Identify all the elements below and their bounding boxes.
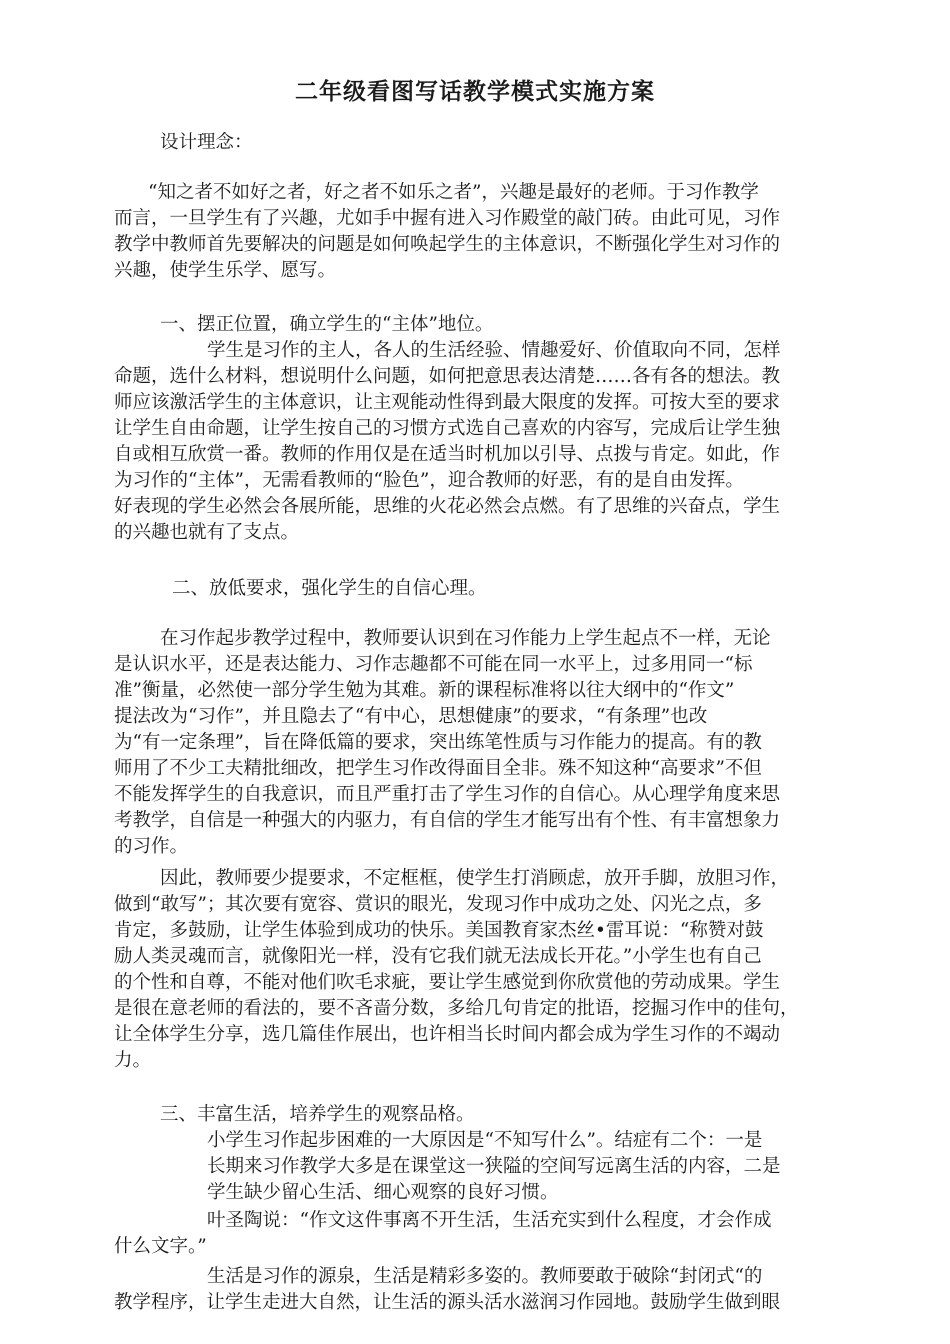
section2-line: 因此，教师要少提要求，不定框框，使学生打消顾虑，放开手脚，放胆习作，	[160, 868, 790, 889]
section1-line: 让学生自由命题，让学生按自己的习惯方式选自己喜欢的内容写，完成后让学生独	[114, 418, 781, 439]
section1-line: 好表现的学生必然会各展所能，思维的火花必然会点燃。有了思维的兴奋点，学生	[114, 496, 781, 517]
intro-line: 兴趣，使学生乐学、愿写。	[114, 260, 337, 281]
intro-line: 教学中教师首先要解决的问题是如何唤起学生的主体意识，不断强化学生对习作的	[114, 234, 781, 255]
section1-line: 自或相互欣赏一番。教师的作用仅是在适当时机加以引导、点拨与肯定。如此，作	[114, 444, 781, 465]
section2-line: 是很在意老师的看法的，要不吝啬分数，多给几句肯定的批语，挖掘习作中的佳句，	[114, 998, 799, 1019]
document-title: 二年级看图写话教学模式实施方案	[295, 79, 655, 105]
section2-line: 不能发挥学生的自我意识，而且严重打击了学生习作的自信心。从心理学角度来思	[114, 784, 781, 805]
section1-line: 师应该激活学生的主体意识，让主观能动性得到最大限度的发挥。可按大至的要求	[114, 392, 781, 413]
section3-line: 小学生习作起步困难的一大原因是“不知写什么”。结症有二个：一是	[207, 1130, 763, 1151]
section2-line: 力。	[114, 1050, 152, 1071]
section2-line: 考教学，自信是一种强大的内驱力，有自信的学生才能写出有个性、有丰富想象力	[114, 810, 781, 831]
section2-line: 师用了不少工夫精批细改，把学生习作改得面目全非。殊不知这种“高要求”不但	[114, 758, 762, 779]
section1-line: 为习作的“主体”，无需看教师的“脸色”，迎合教师的好恶，有的是自由发挥。	[114, 470, 744, 491]
section2-line: 为“有一定条理”，旨在降低篇的要求，突出练笔性质与习作能力的提高。有的教	[114, 732, 762, 753]
section3-line: 叶圣陶说：“作文这件事离不开生活，生活充实到什么程度，才会作成	[207, 1210, 772, 1231]
section2-line: 在习作起步教学过程中，教师要认识到在习作能力上学生起点不一样，无论	[160, 628, 771, 649]
intro-line: 而言，一旦学生有了兴趣，尤如手中握有进入习作殿堂的敲门砖。由此可见，习作	[114, 208, 781, 229]
section1-heading: 一、摆正位置，确立学生的“主体”地位。	[160, 314, 494, 335]
section1-line: 的兴趣也就有了支点。	[114, 522, 300, 543]
section2-line: 的个性和自尊，不能对他们吹毛求疵，要让学生感觉到你欣赏他的劳动成果。学生	[114, 972, 781, 993]
section2-line: 的习作。	[114, 836, 189, 857]
section2-line: 让全体学生分享，选几篇佳作展出，也许相当长时间内都会成为学生习作的不竭动	[114, 1024, 781, 1045]
section3-line: 长期来习作教学大多是在课堂这一狭隘的空间写远离生活的内容，二是	[207, 1156, 781, 1177]
design-concept-label: 设计理念：	[160, 132, 253, 153]
section2-line: 是认识水平，还是表达能力、习作志趣都不可能在同一水平上，过多用同一“标	[114, 654, 753, 675]
section1-line: 学生是习作的主人，各人的生活经验、情趣爱好、价值取向不同，怎样	[207, 340, 781, 361]
section2-heading: 二、放低要求，强化学生的自信心理。	[172, 578, 487, 599]
section3-line: 生活是习作的源泉，生活是精彩多姿的。教师要敢于破除“封闭式“的	[207, 1266, 763, 1287]
intro-line: “知之者不如好之者，好之者不如乐之者”，兴趣是最好的老师。于习作教学	[148, 182, 759, 203]
section3-line: 学生缺少留心生活、细心观察的良好习惯。	[207, 1182, 559, 1203]
section2-line: 准”衡量，必然使一部分学生勉为其难。新的课程标准将以往大纲中的“作文”	[114, 680, 735, 701]
section2-line: 做到“敢写”；其次要有宽容、赏识的眼光，发现习作中成功之处、闪光之点，多	[114, 894, 762, 915]
section3-heading: 三、丰富生活，培养学生的观察品格。	[160, 1104, 475, 1125]
section2-line: 提法改为“习作”，并且隐去了“有中心，思想健康”的要求，“有条理”也改	[114, 706, 708, 727]
section3-line: 什么文字。”	[114, 1236, 207, 1257]
section2-line: 励人类灵魂而言，就像阳光一样，没有它我们就无法成长开花。”小学生也有自己	[114, 946, 762, 967]
section1-line: 命题，选什么材料，想说明什么问题，如何把意思表达清楚……各有各的想法。教	[114, 366, 781, 387]
section3-line: 教学程序，让学生走进大自然，让生活的源头活水滋润习作园地。鼓励学生做到眼	[114, 1292, 781, 1313]
section2-line: 肯定，多鼓励，让学生体验到成功的快乐。美国教育家杰丝•雷耳说：“称赞对鼓	[114, 920, 764, 941]
